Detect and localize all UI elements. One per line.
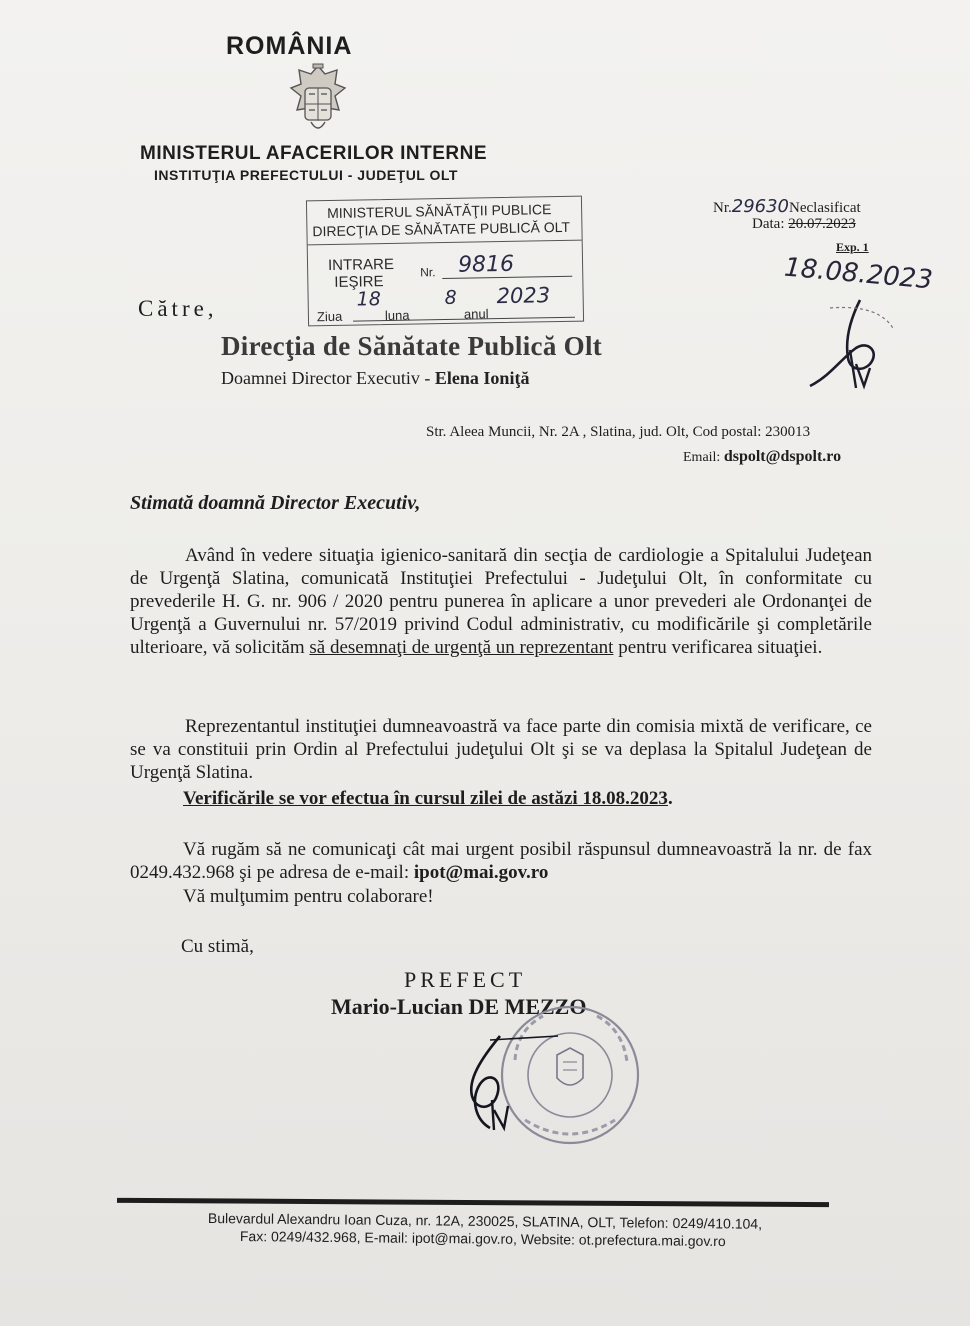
stamp-iesire: IEŞIRE [334, 273, 384, 291]
registry-number [713, 196, 861, 217]
closing-regards: Cu stimă, [181, 936, 254, 957]
footer-rule [117, 1198, 829, 1207]
footer-line-1: Bulevardul Alexandru Ioan Cuza, nr. 12A, 230025, SLATINA, OLT, Telefon: 0249/410.104, [207, 1210, 763, 1232]
registry-nr-label: Nr. [713, 200, 732, 216]
stamp-luna-label: luna [384, 307, 410, 324]
ministry-heading: MINISTERUL AFACERILOR INTERNE [140, 143, 488, 164]
registry-exp: Exp. 1 [836, 240, 869, 254]
registry-nr-value: 29630 [731, 196, 790, 217]
paragraph-1-underlined: să desemnaţi de urgenţă un reprezentant [309, 637, 614, 658]
stamp-ziua-value: 18 [356, 288, 382, 311]
paragraph-4-text: Vă rugăm să ne comunicaţi cât mai urgent posibil răspunsul dumneavoastră la nr. de fax 0249.432.968 şi pe adresa de e-mail: [130, 839, 872, 883]
stamp-intrare: INTRARE [327, 255, 395, 275]
salutation: Stimată doamnă Director Executiv, [130, 492, 421, 514]
coat-of-arms-icon [285, 62, 351, 142]
paragraph-5: Vă mulţumim pentru colaborare! [183, 886, 434, 907]
stamp-nr-label: Nr. [420, 265, 436, 280]
stamp-anul-label: anul [463, 306, 489, 322]
stamp-anul-value: 2023 [496, 283, 551, 309]
recipient-organization: Direcţia de Sănătate Publică Olt [221, 331, 603, 361]
recipient-email-label: Email: [683, 450, 721, 465]
paragraph-3-end: . [667, 788, 673, 809]
registry-data-label: Data: [752, 216, 785, 232]
registry-data-struck: 20.07.2023 [788, 216, 856, 232]
recipient-address: Str. Aleea Muncii, Nr. 2A , Slatina, jud. Olt, Cod postal: 230013 [426, 424, 811, 440]
paragraph-1-end: pentru verificarea situaţiei. [613, 637, 823, 658]
recipient-email [683, 448, 841, 466]
recipient-catre: Către, [138, 296, 218, 321]
stamp-line-1: MINISTERUL SĂNĂTĂŢII PUBLICE [327, 201, 552, 222]
closing-name: Mario-Lucian DE MEZZO [331, 994, 587, 1019]
paragraph-3 [130, 787, 872, 810]
closing-title: PREFECT [404, 967, 527, 992]
handwritten-date: 18.08.2023 [782, 252, 934, 296]
stamp-line-2: DIRECŢIA DE SĂNĂTATE PUBLICĂ OLT [312, 218, 571, 240]
footer-line-2: Fax: 0249/432.968, E-mail: ipot@mai.gov.ro, Website: ot.prefectura.mai.gov.ro [239, 1228, 726, 1250]
paragraph-1-text: Având în vedere situaţia igienico-sanitară din secţia de cardiologie a Spitalului Judeţean de Urgenţă Slatina, comunicată Instituţiei Prefectului - Judeţului Olt, în conformitate cu prevederile H. G. nr. 906 / 2020 pentru punerea în aplicare a unor prevederi ale Ordonanţei de Urgenţă a Guvernului nr. 57/2019 privind Codul administrativ, cu modificările şi completările ulterioare, vă solicităm [130, 545, 872, 658]
recipient-email-value: dspolt@dspolt.ro [723, 448, 842, 465]
paragraph-1 [130, 544, 872, 659]
paragraph-2: Reprezentantul instituţiei dumneavoastră va face parte din comisia mixtă de verificare, ce se va constituii prin Ordin al Prefectului judeţului Olt şi se va deplasa la Spitalul Judeţean de Urgenţă Slatina. [130, 716, 872, 783]
recipient-attention [221, 368, 529, 389]
signature-icon [790, 290, 900, 400]
registry-classification: Neclasificat [789, 200, 861, 216]
signature-icon [450, 1030, 560, 1135]
recipient-attn-prefix: Doamnei Director Executiv - [221, 368, 431, 388]
institution-heading: INSTITUŢIA PREFECTULUI - JUDEŢUL OLT [154, 167, 458, 183]
stamp-luna-value: 8 [444, 286, 457, 310]
registration-stamp [306, 196, 584, 327]
paragraph-4 [130, 838, 872, 884]
stamp-divider [308, 240, 582, 246]
registry-date [752, 216, 856, 233]
stamp-nr-value: 9816 [457, 251, 515, 278]
paragraph-3-text: Verificările se vor efectua în cursul zilei de astăzi 18.08.2023 [183, 788, 668, 809]
stamp-ziua-label: Ziua [316, 308, 343, 325]
recipient-attn-name: Elena Ioniţă [434, 368, 530, 388]
contact-email: ipot@mai.gov.ro [413, 862, 549, 883]
country-heading: ROMÂNIA [226, 32, 353, 60]
